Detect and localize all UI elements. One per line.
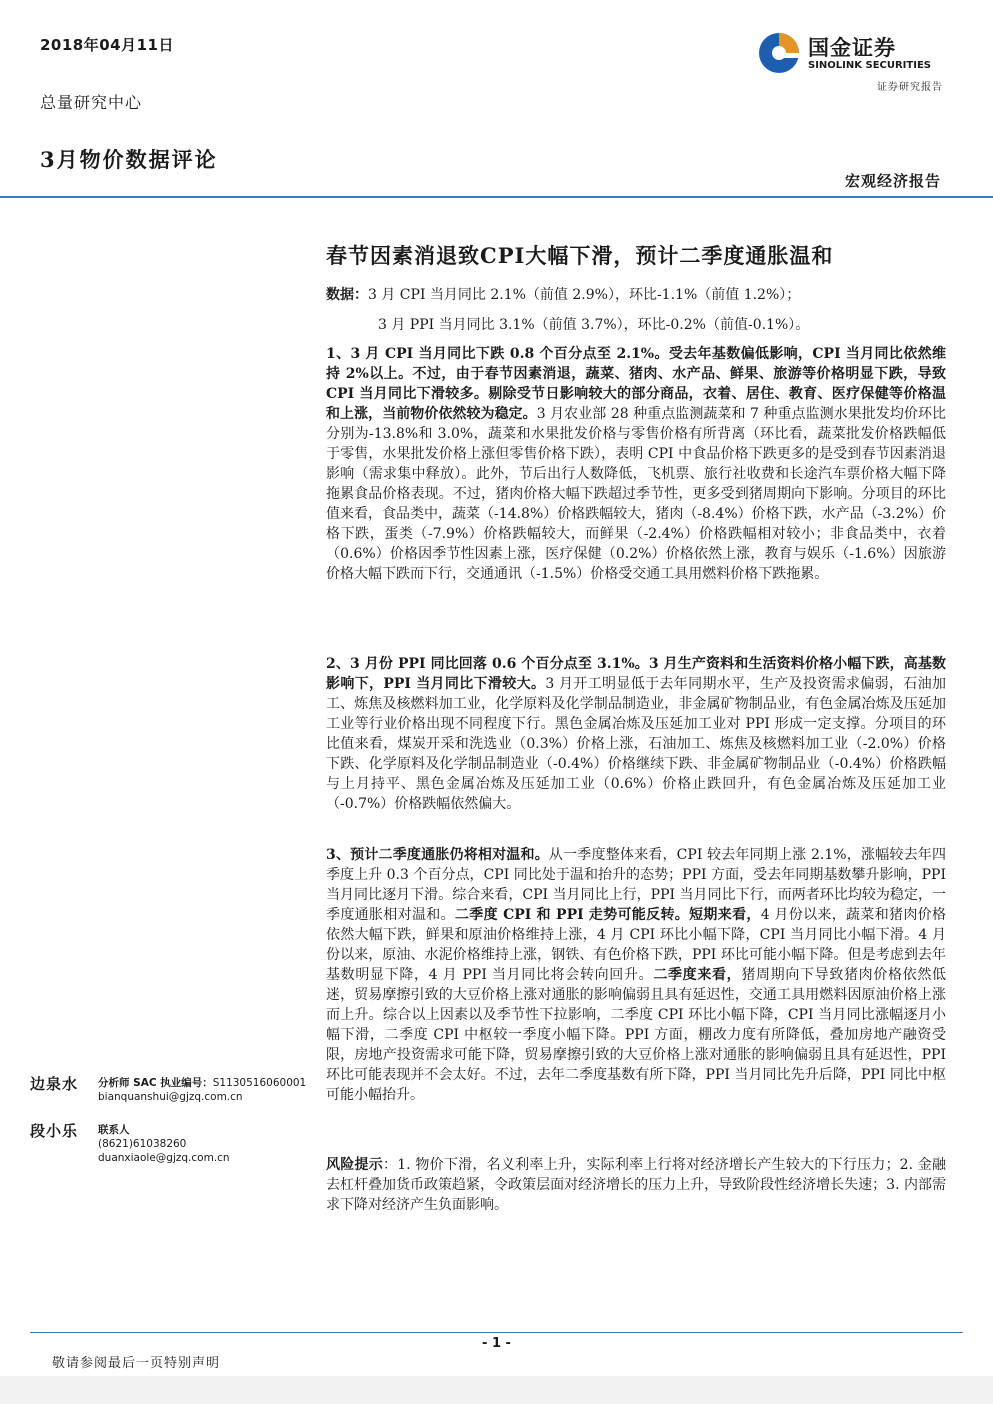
analyst-info — [98, 1076, 306, 1104]
risk-warning-label: 风险提示 — [326, 1157, 384, 1173]
paragraph-outlook-lead: 3、预计二季度通胀仍将相对温和。 — [326, 847, 549, 863]
header-divider — [0, 196, 993, 198]
logo-english-text: SINOLINK SECURITIES — [808, 60, 931, 71]
paragraph-cpi-text: 3 月农业部 28 种重点监测蔬菜和 7 种重点监测水果批发均价环比分别为-13.8%和 3.0%，蔬菜和水果批发价格与零售价格有所背离（环比看，蔬菜批发价格跌幅低于零售，水果批发价格上涨但零售价格下跌），表明 CPI 中食品价格下跌更多的是受到春节因素消退影响（需求集中释放）。此外，节后出行人数降低，飞机票、旅行社收费和长途汽车票价格大幅下降拖累食品价格表现。不过，猪肉价格大幅下跌超过季节性，更多受到猪周期向下影响。分项目的环比值来看，食品类中，蔬菜（-14.8%）价格跌幅较大，猪肉（-8.4%）价格下跌，水产品（-3.2%）价格下跌，蛋类（-7.9%）价格跌幅较大，而鲜果（-2.4%）价格跌幅相对较小；非食品类中，衣着（0.6%）价格因季节性因素上涨，医疗保健（0.2%）价格依然上涨，教育与娱乐（-1.6%）因旅游价格大幅下跌而下行，交通通讯（-1.5%）价格受交通工具用燃料价格下跌拖累。 — [326, 406, 946, 582]
disclaimer: 敬请参阅最后一页特别声明 — [52, 1356, 221, 1371]
contact-phone: (8621)61038260 — [98, 1138, 187, 1150]
paragraph-cpi — [326, 344, 946, 584]
contact-info — [98, 1123, 230, 1165]
analyst-sac-label: 分析师 SAC 执业编号： — [98, 1077, 213, 1089]
paragraph-outlook-text-1: 从一季度整体来看，CPI 较去年同期上涨 2.1%，涨幅较去年四季度上升 0.3 个百分点，CPI 同比处于温和抬升的态势；PPI 方面，受去年同期基数攀升影响，PPI 当月同比逐月下滑。综合来看，CPI 当月同比上行，PPI 当月同比下行，而两者环比均较为稳定，一季度通胀相对温和。 — [326, 847, 946, 923]
logo-chinese-text: 国金证券 — [808, 36, 896, 60]
page-number: - 1 - — [482, 1336, 511, 1351]
data-summary-line-1 — [326, 284, 800, 304]
paragraph-outlook-lead-2: 二季度 CPI 和 PPI 走势可能反转。短期来看， — [454, 907, 761, 923]
analyst-name: 边泉水 — [30, 1075, 79, 1093]
analyst-sac-id: S1130516060001 — [212, 1077, 307, 1089]
paragraph-ppi-text: 3 月开工明显低于去年同期水平，生产及投资需求偏弱，石油加工、炼焦及核燃料加工业，化学原料及化学制品制造业，非金属矿物制品业，有色金属冶炼及压延加工业等行业价格出现不同程度下行。黑色金属冶炼及压延加工业对 PPI 形成一定支撑。分项目的环比值来看，煤炭开采和洗选业（0.3%）价格上涨，石油加工、炼焦及核燃料加工业（-2.0%）价格下跌、化学原料及化学制品制造业（-0.4%）价格继续下跌、非金属矿物制品业（-0.4%）价格跌幅与上月持平、黑色金属冶炼及压延加工业（0.6%）价格止跌回升，有色金属冶炼及压延加工业（-0.7%）价格跌幅依然偏大。 — [326, 676, 946, 812]
paragraph-outlook-text-3: 猪周期向下导致猪肉价格依然低迷，贸易摩擦引致的大豆价格上涨对通胀的影响偏弱且具有延迟性，交通工具用燃料因原油价格上涨而上升。综合以上因素以及季节性下拉影响，二季度 CPI 环比小幅下降，CPI 当月同比涨幅逐月小幅下滑，二季度 CPI 中枢较一季度小幅下降。PPI 方面，棚改力度有所降低，叠加房地产融资受限，房地产投资需求可能下降，贸易摩擦引致的大豆价格上涨对通胀的影响偏弱且具有延迟性，PPI 环比可能表现并不会太好。不过，去年二季度基数有所下降，PPI 当月同比先升后降，PPI 同比中枢可能小幅抬升。 — [326, 967, 947, 1103]
footer-divider — [30, 1332, 963, 1333]
footer-band — [0, 1376, 993, 1404]
report-category-label: 证券研究报告 — [877, 82, 943, 93]
paragraph-outlook-text-2: 4 月份以来，蔬菜和猪肉价格依然大幅下跌，鲜果和原油价格维持上涨，4 月 CPI 环比小幅下降，CPI 当月同比小幅下滑。4 月份以来，原油、水泥价格维持上涨，钢铁、有色价格下跌，PPI 环比可能小幅下降。但是考虑到去年基数明显下降，4 月 PPI 当月同比将会转向回升。 — [326, 907, 946, 983]
data-line-1-text: 3 月 CPI 当月同比 2.1%（前值 2.9%），环比-1.1%（前值 1.2%）； — [368, 287, 801, 303]
paragraph-outlook-lead-3: 二季度来看， — [653, 967, 742, 983]
paragraph-outlook — [326, 845, 946, 1105]
data-label: 数据： — [326, 287, 368, 303]
paragraph-ppi — [326, 654, 946, 814]
company-logo — [756, 30, 946, 78]
contact-name: 段小乐 — [30, 1122, 79, 1140]
report-type: 宏观经济报告 — [844, 172, 941, 190]
contact-email: duanxiaole@gjzq.com.cn — [98, 1152, 230, 1164]
paragraph-ppi-lead: 2、3 月份 PPI 同比回落 0.6 个百分点至 3.1%。3 月生产资料和生活资料价格小幅下跌，高基数影响下，PPI 当月同比下滑较大。 — [326, 656, 946, 692]
risk-warning — [326, 1155, 946, 1215]
logo-mark-icon — [756, 30, 802, 76]
headline: 春节因素消退致CPI大幅下滑，预计二季度通胀温和 — [326, 243, 834, 268]
paragraph-cpi-lead: 1、3 月 CPI 当月同比下跌 0.8 个百分点至 2.1%。受去年基数偏低影响，CPI 当月同比依然维持 2%以上。不过，由于春节因素消退，蔬菜、猪肉、水产品、鲜果、旅游等价格明显下跌，导致 CPI 当月同比下滑较多。剔除受节日影响较大的部分商品，衣着、居住、教育、医疗保健等价格温和上涨，当前物价依然较为稳定。 — [326, 346, 946, 422]
analyst-email: bianquanshui@gjzq.com.cn — [98, 1091, 243, 1103]
department-name: 总量研究中心 — [40, 93, 143, 112]
report-date: 2018年04月11日 — [40, 36, 174, 54]
contact-label: 联系人 — [98, 1124, 130, 1136]
risk-warning-text: ：1. 物价下滑，名义利率上升，实际利率上行将对经济增长产生较大的下行压力；2. 金融去杠杆叠加货币政策趋紧，令政策层面对经济增长的压力上升，导致阶段性经济增长失速；3. 内部需求下降对经济产生负面影响。 — [326, 1157, 946, 1213]
data-summary-line-2: 3 月 PPI 当月同比 3.1%（前值 3.7%），环比-0.2%（前值-0.1%）。 — [378, 317, 810, 333]
report-title: 3月物价数据评论 — [40, 147, 218, 172]
